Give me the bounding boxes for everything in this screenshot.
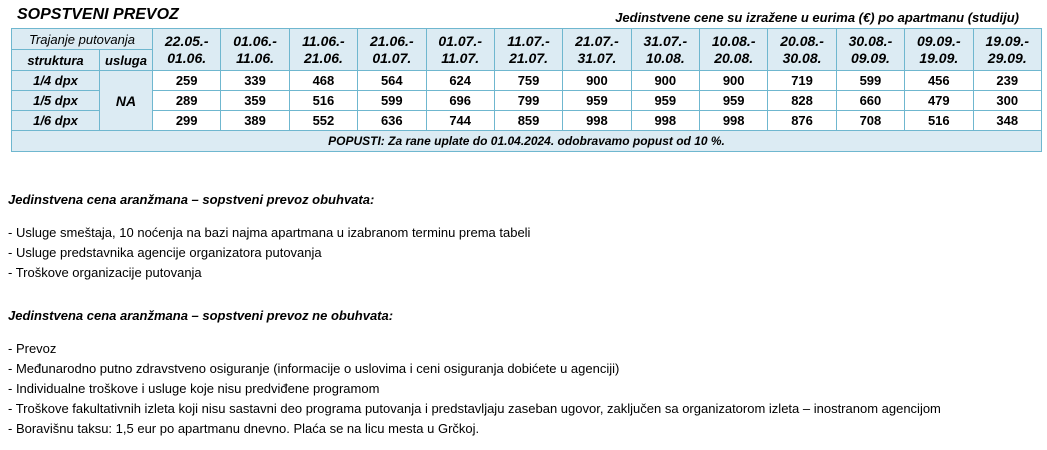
price-cell: 348: [973, 111, 1042, 131]
list-item: - Individualne troškove i usluge koje nisu predviđene programom: [8, 381, 380, 396]
period-12: 19.09.- 29.09.: [973, 29, 1042, 71]
price-cell: 660: [836, 91, 904, 111]
period-2: 11.06.- 21.06.: [289, 29, 357, 71]
price-cell: 300: [973, 91, 1042, 111]
price-cell: 636: [358, 111, 426, 131]
price-cell: 552: [289, 111, 357, 131]
price-cell: 299: [153, 111, 221, 131]
excludes-section: [8, 308, 941, 439]
price-cell: 339: [221, 71, 289, 91]
period-4: 01.07.- 11.07.: [426, 29, 494, 71]
struct-cell: 1/6 dpx: [12, 111, 100, 131]
discount-row: [12, 131, 1042, 152]
struct-cell: 1/4 dpx: [12, 71, 100, 91]
price-cell: 959: [631, 91, 699, 111]
price-cell: 900: [563, 71, 631, 91]
price-cell: 876: [768, 111, 836, 131]
price-cell: 859: [494, 111, 562, 131]
period-3: 21.06.- 01.07.: [358, 29, 426, 71]
price-table: [11, 28, 1042, 152]
table-row: [12, 71, 1042, 91]
header-row-1: [12, 29, 1042, 50]
table-row: [12, 91, 1042, 111]
price-cell: 289: [153, 91, 221, 111]
price-cell: 479: [905, 91, 973, 111]
period-1: 01.06.- 11.06.: [221, 29, 289, 71]
price-cell: 516: [289, 91, 357, 111]
list-item: - Prevoz: [8, 341, 57, 356]
price-cell: 998: [631, 111, 699, 131]
list-item: - Troškove organizacije putovanja: [8, 265, 202, 280]
price-cell: 759: [494, 71, 562, 91]
price-cell: 389: [221, 111, 289, 131]
includes-section: [8, 192, 530, 283]
period-9: 20.08.- 30.08.: [768, 29, 836, 71]
price-cell: 900: [700, 71, 768, 91]
price-cell: 624: [426, 71, 494, 91]
includes-heading: Jedinstvena cena aranžmana – sopstveni prevoz obuhvata:: [8, 192, 375, 207]
struct-cell: 1/5 dpx: [12, 91, 100, 111]
list-item: - Međunarodno putno zdravstveno osiguranje (informacije o uslovima i ceni osiguranja dobićete u agenciji): [8, 361, 620, 376]
price-cell: 456: [905, 71, 973, 91]
price-cell: 719: [768, 71, 836, 91]
price-cell: 599: [358, 91, 426, 111]
price-cell: 828: [768, 91, 836, 111]
page-title: SOPSTVENI PREVOZ: [17, 6, 179, 23]
price-cell: 239: [973, 71, 1042, 91]
period-7: 31.07.- 10.08.: [631, 29, 699, 71]
period-10: 30.08.- 09.09.: [836, 29, 904, 71]
price-cell: 998: [700, 111, 768, 131]
price-cell: 599: [836, 71, 904, 91]
period-8: 10.08.- 20.08.: [700, 29, 768, 71]
excludes-heading: Jedinstvena cena aranžmana – sopstveni prevoz ne obuhvata:: [8, 308, 394, 323]
price-cell: 744: [426, 111, 494, 131]
price-cell: 359: [221, 91, 289, 111]
struktura-header: struktura: [12, 50, 100, 71]
list-item: - Usluge predstavnika agencije organizatora putovanja: [8, 245, 322, 260]
period-0: 22.05.- 01.06.: [153, 29, 221, 71]
list-item: - Usluge smeštaja, 10 noćenja na bazi najma apartmana u izabranom terminu prema tabeli: [8, 225, 531, 240]
period-6: 21.07.- 31.07.: [563, 29, 631, 71]
discount-note: POPUSTI: Za rane uplate do 01.04.2024. odobravamo popust od 10 %.: [12, 131, 1042, 152]
price-cell: 468: [289, 71, 357, 91]
price-cell: 708: [836, 111, 904, 131]
period-5: 11.07.- 21.07.: [494, 29, 562, 71]
price-cell: 959: [563, 91, 631, 111]
list-item: - Troškove fakultativnih izleta koji nisu sastavni deo programa putovanja i predstavljaju zaseban ugovor, zaključen sa organizatorom izleta – inostranom agencijom: [8, 401, 941, 416]
price-cell: 799: [494, 91, 562, 111]
period-11: 09.09.- 19.09.: [905, 29, 973, 71]
trajanje-header: Trajanje putovanja: [12, 29, 153, 50]
usluga-header: usluga: [100, 50, 153, 71]
table-row: [12, 111, 1042, 131]
price-cell: 259: [153, 71, 221, 91]
price-note: Jedinstvene cene su izražene u eurima (€) po apartmanu (studiju): [615, 10, 1019, 25]
price-cell: 516: [905, 111, 973, 131]
price-cell: 959: [700, 91, 768, 111]
list-item: - Boravišnu taksu: 1,5 eur po apartmanu dnevno. Plaća se na licu mesta u Grčkoj.: [8, 421, 480, 436]
price-cell: 696: [426, 91, 494, 111]
price-cell: 564: [358, 71, 426, 91]
price-cell: 900: [631, 71, 699, 91]
price-cell: 998: [563, 111, 631, 131]
service-cell: NA: [100, 71, 153, 131]
